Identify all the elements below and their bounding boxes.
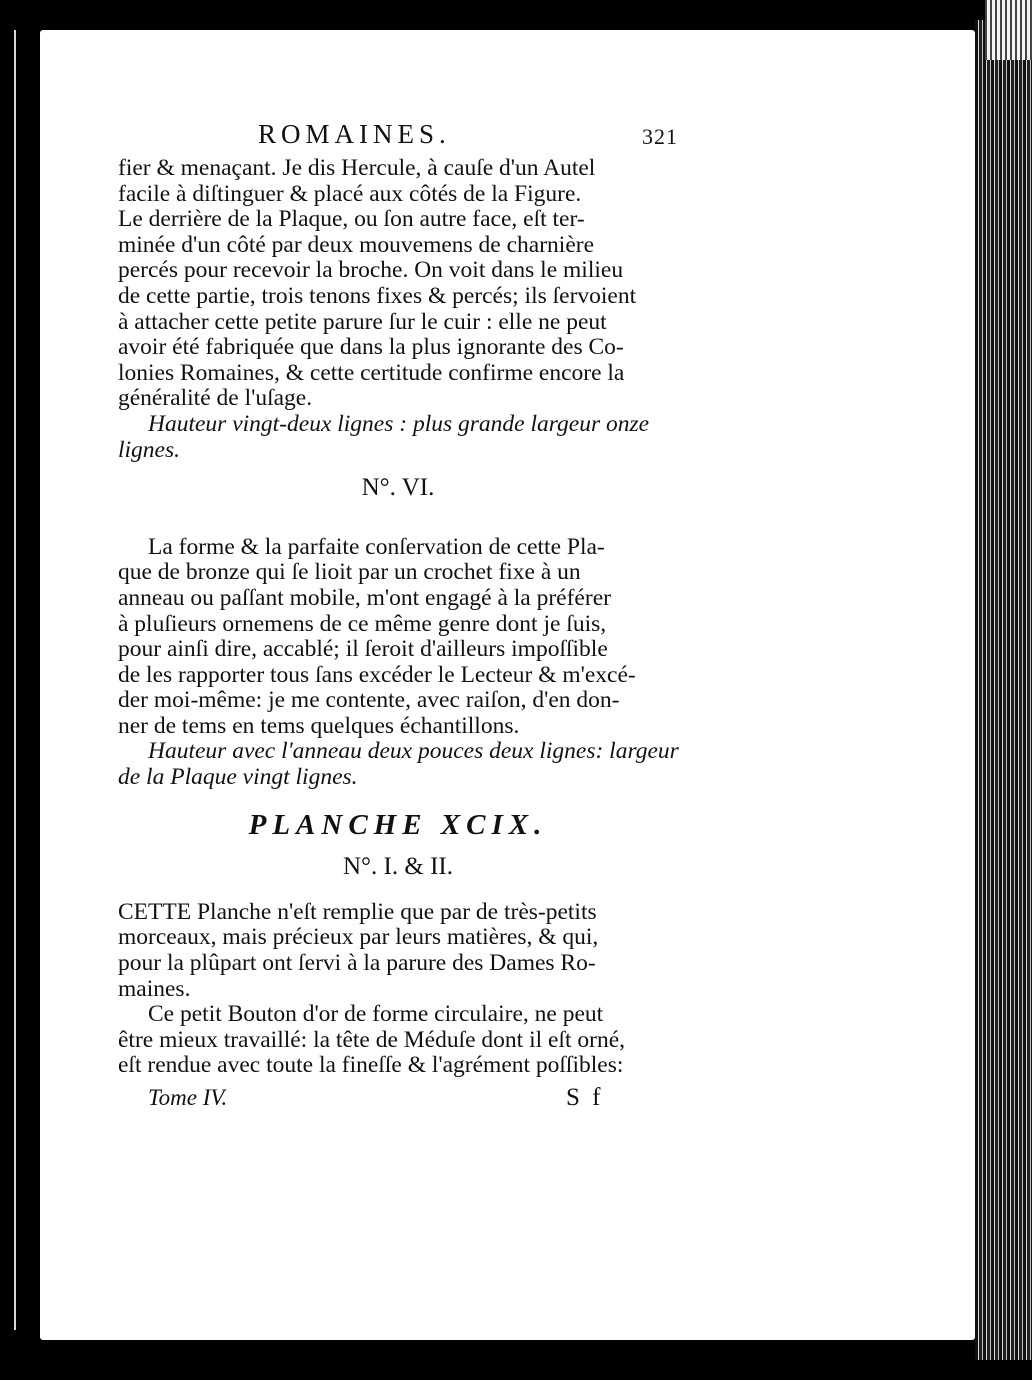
text-line: percés pour recevoir la broche. On voit dans le milieu [118,257,624,284]
text-line: que de bronze qui ſe lioit par un crochet fixe à un [118,559,581,586]
scan-edge-line [14,30,16,1330]
text-line: minée d'un côté par deux mouvemens de charnière [118,231,595,258]
text-line: de cette partie, trois tenons fixes & percés; ils ſervoient [118,282,637,309]
paragraph-plaque [118,535,678,740]
text-line: CETTE Planche n'eſt remplie que par de très-petits [118,898,597,925]
text-line: avoir été fabriquée que dans la plus ignorante des Co- [118,334,624,361]
paragraph-cette-planche [118,900,678,1002]
dimension-note [118,412,678,463]
page-stack-edge [975,20,1032,1360]
text-line: pour la plûpart ont ſervi à la parure des Dames Ro- [118,950,596,977]
text-line: à pluſieurs ornemens de ce même genre dont je ſuis, [118,610,607,637]
paragraph-hercule [118,156,678,412]
text-line: morceaux, mais précieux par leurs matières, & qui, [118,924,599,951]
page-header [118,119,678,156]
text-line: maines. [118,975,191,1002]
text-line: à attacher cette petite parure ſur le cuir : elle ne peut [118,308,607,335]
text-line: lonies Romaines, & cette certitude confirme encore la [118,359,625,386]
text-line: Hauteur vingt-deux lignes : plus grande largeur onze [148,410,650,437]
text-line: de la Plaque vingt lignes. [118,764,358,791]
running-head: ROMAINES. [258,119,451,149]
text-line: der moi-même: je me contente, avec raiſon, d'en don- [118,687,620,714]
text-line: La forme & la parfaite conſervation de cette Pla- [148,533,605,560]
page-number: 321 [642,124,678,149]
text-line: de les rapporter tous ſans excéder le Lecteur & m'excé- [118,661,636,688]
text-line: Hauteur avec l'anneau deux pouces deux lignes: largeur [148,738,679,765]
text-line: facile à diſtinguer & placé aux côtés de la Figure. [118,180,582,207]
volume-label: Tome IV. [148,1085,228,1110]
text-line: ner de tems en tems quelques échantillons. [118,712,520,739]
plate-heading: PLANCHE XCIX. [248,808,548,841]
signature-mark: S f [566,1084,604,1111]
section-heading-i-ii: N°. I. & II. [343,853,453,881]
text-line: Ce petit Bouton d'or de forme circulaire, ne peut [148,1001,604,1028]
page-footer [118,1085,678,1115]
text-line: eſt rendue avec toute la fineſſe & l'agrément poſſibles: [118,1052,624,1079]
text-line: fier & menaçant. Je dis Hercule, à cauſe d'un Autel [118,155,596,181]
paragraph-bouton [118,1002,678,1079]
section-heading-vi: N°. VI. [361,474,435,502]
text-line: généralité de l'uſage. [118,385,313,412]
text-line: Le derrière de la Plaque, ou ſon autre face, eſt ter- [118,206,585,233]
text-line: lignes. [118,436,181,463]
scan-border-left [0,0,40,1380]
text-line: être mieux travaillé: la tête de Méduſe dont il eſt orné, [118,1026,626,1053]
text-line: anneau ou paſſant mobile, m'ont engagé à la préférer [118,584,611,611]
page-stack-fringe [985,0,1032,60]
page-text [118,119,679,1115]
text-line: pour ainſi dire, accablé; il ſeroit d'ailleurs impoſſible [118,636,608,663]
dimension-note [118,739,678,790]
